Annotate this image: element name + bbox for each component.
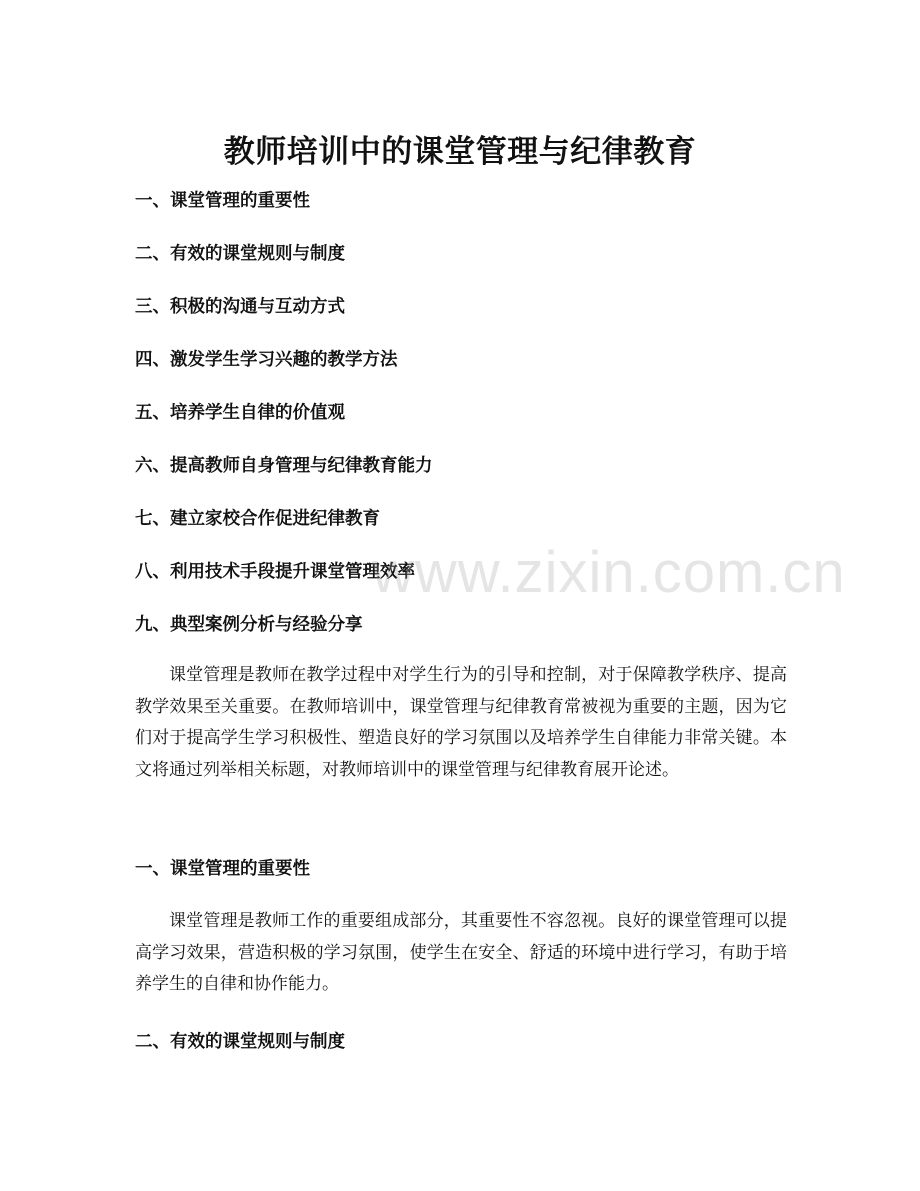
toc-item: 九、典型案例分析与经验分享 [135,615,363,635]
section-heading: 一、课堂管理的重要性 [135,859,310,879]
toc-item: 六、提高教师自身管理与纪律教育能力 [135,456,433,476]
intro-paragraph: 课堂管理是教师在教学过程中对学生行为的引导和控制，对于保障教学秩序、提高教学效果至关重要。在教师培训中，课堂管理与纪律教育常被视为重要的主题，因为它们对于提高学生学习积极性、塑造良好的学习氛围以及培养学生自律能力非常关键。本文将通过列举相关标题，对教师培训中的课堂管理与纪律教育展开论述。 [135,665,787,780]
section-heading: 二、有效的课堂规则与制度 [135,1032,345,1052]
table-of-contents [135,186,795,663]
document-title: 教师培训中的课堂管理与纪律教育 [223,133,697,170]
toc-item: 三、积极的沟通与互动方式 [135,297,345,317]
section-paragraph: 课堂管理是教师工作的重要组成部分，其重要性不容忽视。良好的课堂管理可以提高学习效果，营造积极的学习氛围，使学生在安全、舒适的环境中进行学习，有助于培养学生的自律和协作能力。 [135,911,787,994]
toc-item: 八、利用技术手段提升课堂管理效率 [135,562,415,582]
toc-item: 四、激发学生学习兴趣的教学方法 [135,350,398,370]
toc-item: 一、课堂管理的重要性 [135,191,310,211]
watermark: www.zixin.com.cn [372,540,846,605]
toc-item: 七、建立家校合作促进纪律教育 [135,509,380,529]
toc-item: 二、有效的课堂规则与制度 [135,244,345,264]
toc-item: 五、培养学生自律的价值观 [135,403,345,423]
